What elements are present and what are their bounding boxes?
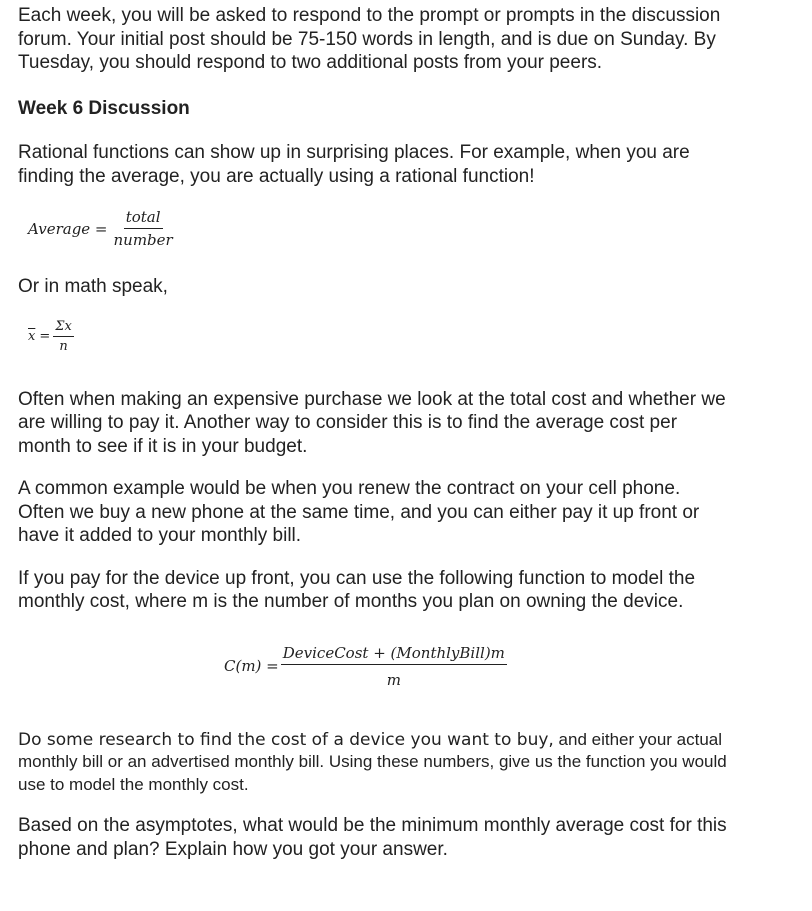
rational-functions-paragraph: Rational functions can show up in surprising places. For example, when you are finding the average, you are actually using a rational function! — [18, 142, 690, 187]
average-numerator: total — [124, 208, 163, 229]
math-speak-paragraph: Or in math speak, — [18, 276, 168, 297]
cost-fraction — [281, 644, 507, 689]
mean-equation — [28, 319, 794, 354]
cost-equation — [224, 644, 794, 689]
research-rest-text: and either your actual monthly bill or an advertised monthly bill. Using these numbers, give us the function you would use to model the monthly cost. — [18, 729, 727, 794]
cost-numerator: DeviceCost + (MonthlyBill)m — [281, 644, 507, 665]
mean-equals: = — [39, 328, 51, 344]
average-denominator: number — [113, 231, 173, 249]
average-equation — [28, 208, 794, 249]
asymptotes-paragraph: Based on the asymptotes, what would be the minimum monthly average cost for this phone and plan? Explain how you got your answer. — [18, 815, 727, 860]
page-heading: Week 6 Discussion — [18, 97, 190, 119]
intro-paragraph: Each week, you will be asked to respond to the prompt or prompts in the discussion forum. Your initial post should be 75-150 words in length, and is due on Sunday. By Tuesday, you should respond to two additional posts from your peers. — [18, 5, 721, 73]
cost-denominator: m — [386, 670, 401, 689]
mean-numerator: Σx — [53, 319, 74, 337]
average-fraction — [114, 208, 173, 249]
cost-equation-lhs: C(m) = — [224, 657, 279, 675]
research-paragraph — [18, 729, 728, 797]
mean-denominator: n — [59, 338, 68, 354]
mean-fraction — [53, 319, 74, 354]
cell-phone-paragraph: A common example would be when you renew the contract on your cell phone. Often we buy a new phone at the same time, and you can either pay it up front or have it added to your monthly bill. — [18, 478, 700, 546]
expensive-purchase-paragraph: Often when making an expensive purchase we look at the total cost and whether we are willing to pay it. Another way to consider this is to find the average cost per month to see if it is in your budget. — [18, 388, 726, 457]
device-cost-paragraph: If you pay for the device up front, you can use the following function to model the monthly cost, where m is the number of months you plan on owning the device. — [18, 567, 696, 612]
mean-symbol: $\overline{x}$ — [28, 328, 36, 344]
average-equation-lhs: Average = — [28, 219, 108, 238]
research-lead-text: Do some research to find the cost of a device you want to buy, — [18, 729, 554, 750]
